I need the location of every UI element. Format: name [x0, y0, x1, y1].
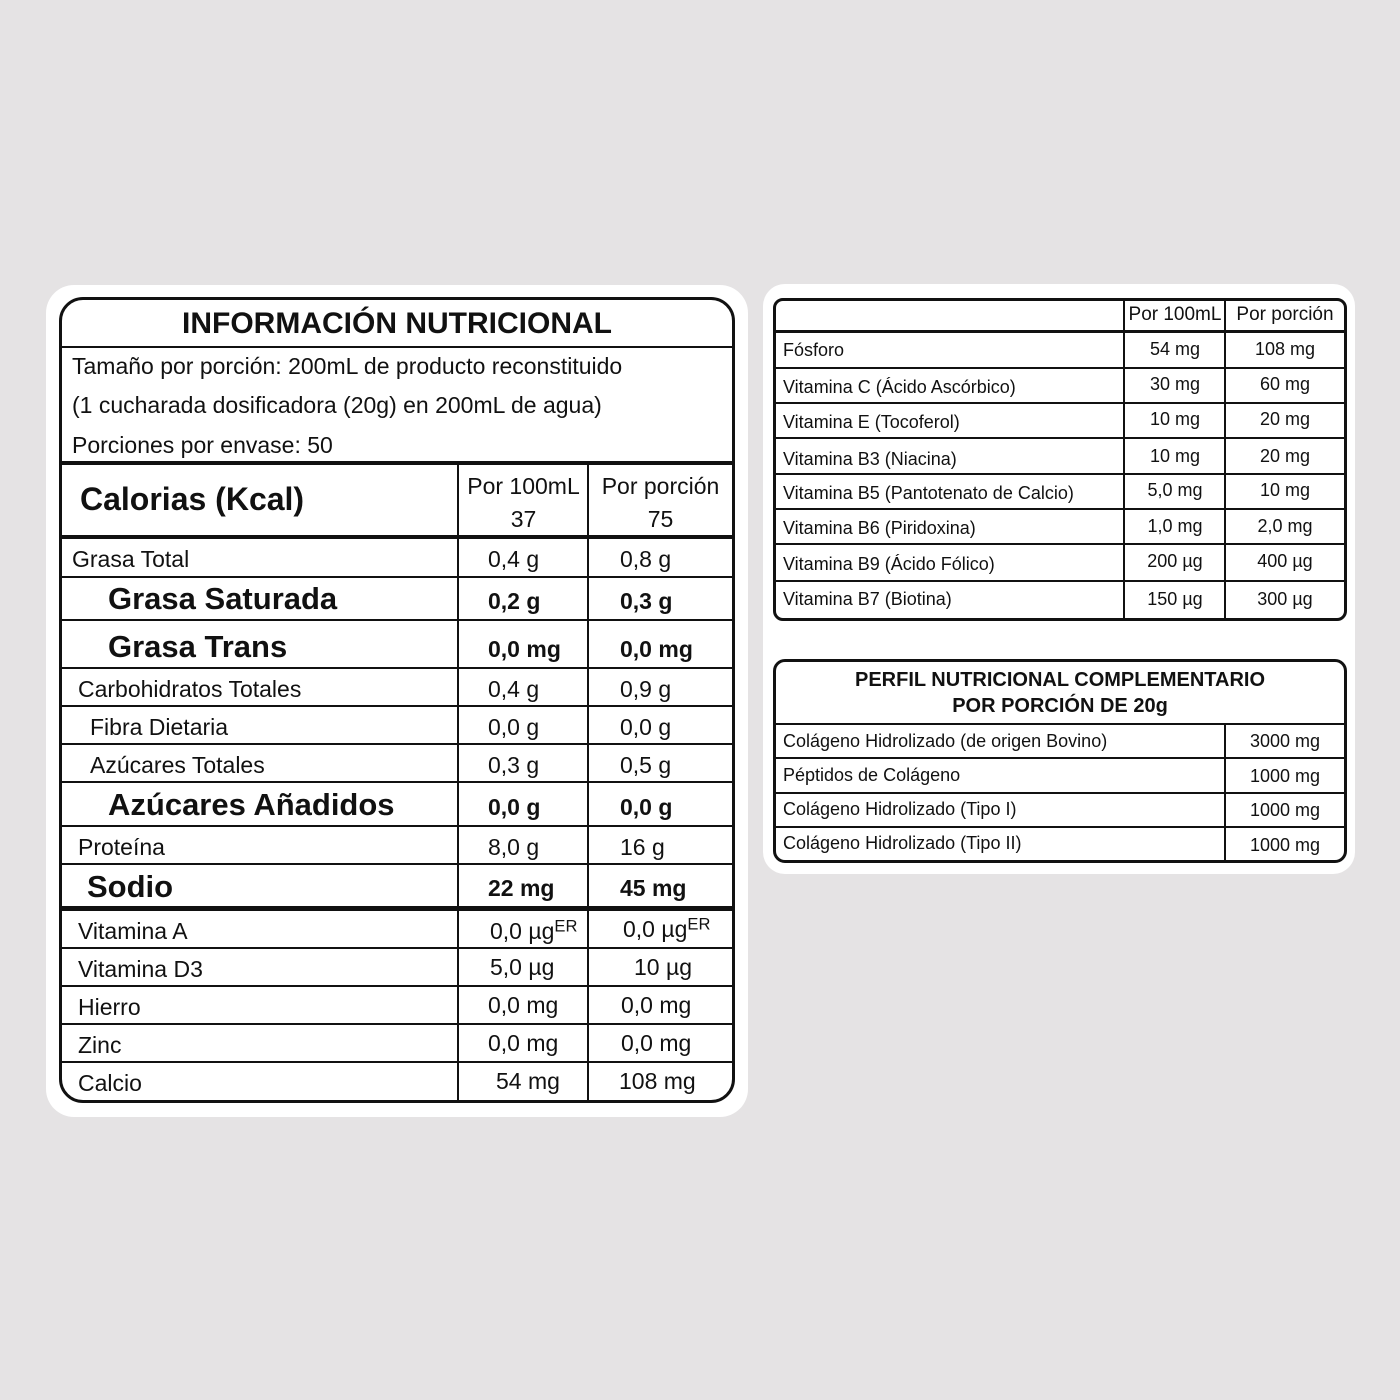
divider-thick [62, 906, 732, 911]
value-per-100ml: 0,0 g [488, 714, 540, 740]
value-per-portion: 108 mg [619, 1068, 696, 1094]
value-per-portion: 2,0 mg [1257, 516, 1313, 536]
value-per-100ml: 200 µg [1147, 551, 1203, 571]
ingredient-value: 1000 mg [1249, 835, 1321, 855]
value-per-portion: 60 mg [1259, 374, 1311, 394]
value-per-portion: 0,0 g [620, 714, 672, 740]
column-line [1224, 724, 1226, 860]
value-per-100ml: 150 µg [1147, 589, 1203, 609]
nutrient-label: Proteína [78, 834, 165, 860]
value-per-portion: 0,3 g [620, 588, 673, 614]
value-per-portion: 0,0 mg [620, 636, 693, 662]
value-per-100ml: 0,0 mg [488, 992, 559, 1018]
value-per-portion: 400 µg [1257, 551, 1313, 571]
divider [776, 792, 1344, 794]
nutrient-label: Vitamina C (Ácido Ascórbico) [783, 377, 1016, 397]
table-title: INFORMACIÓN NUTRICIONAL [182, 307, 612, 340]
serving-size-line2: (1 cucharada dosificadora (20g) en 200mL de agua) [72, 392, 602, 418]
divider [62, 667, 732, 669]
nutrient-label: Vitamina B6 (Piridoxina) [783, 518, 976, 538]
divider [62, 705, 732, 707]
divider [62, 619, 732, 621]
value-per-100ml: 1,0 mg [1147, 516, 1203, 536]
header-per-portion: Por porción [601, 473, 720, 499]
nutrient-label: Vitamina B7 (Biotina) [783, 589, 952, 609]
divider [776, 437, 1344, 439]
servings-per-container: Porciones por envase: 50 [72, 432, 333, 458]
column-line [457, 463, 459, 1100]
value-per-portion: 20 mg [1259, 446, 1311, 466]
divider [776, 723, 1344, 725]
nutrient-label: Azúcares Totales [90, 752, 265, 778]
column-line [587, 463, 589, 1100]
value-per-100ml: 0,3 g [488, 752, 540, 778]
value-per-100ml: 54 mg [496, 1068, 560, 1094]
value-per-100ml: 0,2 g [488, 588, 541, 614]
divider [62, 535, 732, 539]
value-per-portion: 0,9 g [620, 676, 672, 702]
ingredient-label: Colágeno Hidrolizado (Tipo II) [783, 833, 1022, 853]
value-per-portion: 45 mg [620, 875, 687, 901]
divider [62, 1023, 732, 1025]
ingredient-label: Colágeno Hidrolizado (de origen Bovino) [783, 731, 1108, 751]
nutrient-label: Sodio [87, 869, 174, 904]
divider [776, 826, 1344, 828]
value-per-portion [623, 914, 711, 942]
divider [62, 576, 732, 578]
calories-per-100ml: 37 [510, 506, 537, 532]
nutrient-label: Zinc [78, 1032, 122, 1058]
divider [62, 346, 732, 348]
nutrient-label: Grasa Trans [108, 629, 288, 664]
unit-superscript: ER [554, 916, 578, 936]
divider [776, 543, 1344, 545]
value-per-100ml: 0,4 g [488, 546, 540, 572]
nutrient-label: Vitamina B3 (Niacina) [783, 449, 957, 469]
value-per-100ml: 5,0 mg [1147, 480, 1203, 500]
column-line [1123, 301, 1125, 618]
divider [776, 508, 1344, 510]
value-per-portion: 16 g [620, 834, 665, 860]
divider [62, 863, 732, 865]
value-per-portion: 0,0 g [620, 794, 673, 820]
nutrient-label: Vitamina E (Tocoferol) [783, 412, 960, 432]
divider [776, 580, 1344, 582]
nutrient-label: Fósforo [783, 340, 845, 360]
value-per-100ml: 0,4 g [488, 676, 540, 702]
divider [62, 1061, 732, 1063]
divider [776, 757, 1344, 759]
divider [776, 367, 1344, 369]
nutrient-label: Grasa Total [72, 546, 190, 572]
divider [776, 402, 1344, 404]
value-per-portion: 0,0 mg [621, 1030, 692, 1056]
value-per-portion: 108 mg [1254, 339, 1316, 359]
divider [62, 985, 732, 987]
divider [62, 743, 732, 745]
value-per-portion: 10 µg [634, 954, 693, 980]
value-per-100ml: 0,0 g [488, 794, 541, 820]
value-per-portion: 0,5 g [620, 752, 672, 778]
nutrient-label: Carbohidratos Totales [78, 676, 302, 702]
nutrient-label: Vitamina A [78, 918, 188, 944]
serving-size-line1: Tamaño por porción: 200mL de producto reconstituido [72, 353, 623, 379]
nutrient-label: Fibra Dietaria [90, 714, 229, 740]
ingredient-value: 3000 mg [1249, 731, 1321, 751]
value-per-100ml: 0,0 mg [488, 1030, 559, 1056]
ingredient-value: 1000 mg [1249, 800, 1321, 820]
value-per-portion: 0,0 mg [621, 992, 692, 1018]
ingredient-label: Péptidos de Colágeno [783, 765, 961, 785]
value-text: 0,0 µg [623, 916, 688, 942]
calories-per-portion: 75 [647, 506, 674, 532]
divider [62, 947, 732, 949]
value-per-portion: 300 µg [1257, 589, 1313, 609]
ingredient-label: Colágeno Hidrolizado (Tipo I) [783, 799, 1017, 819]
nutrient-label: Calcio [78, 1070, 142, 1096]
value-per-100ml: 8,0 g [488, 834, 540, 860]
nutrient-label: Hierro [78, 994, 141, 1020]
nutrient-label: Azúcares Añadidos [108, 787, 395, 822]
nutrient-label: Vitamina B5 (Pantotenato de Calcio) [783, 483, 1074, 503]
value-per-100ml: 5,0 µg [490, 954, 555, 980]
unit-superscript: ER [687, 914, 711, 934]
value-per-100ml: 22 mg [488, 875, 555, 901]
value-per-100ml: 54 mg [1149, 339, 1201, 359]
value-per-portion: 0,8 g [620, 546, 672, 572]
value-per-100ml: 10 mg [1149, 409, 1201, 429]
ingredient-value: 1000 mg [1249, 766, 1321, 786]
nutrient-label: Grasa Saturada [108, 581, 338, 616]
divider [62, 781, 732, 783]
divider [62, 825, 732, 827]
column-line [1224, 301, 1226, 618]
profile-title-line1: PERFIL NUTRICIONAL COMPLEMENTARIO [855, 669, 1265, 691]
divider [776, 473, 1344, 475]
profile-title-line2: POR PORCIÓN DE 20g [952, 695, 1168, 717]
header-per-100ml: Por 100mL [1128, 304, 1222, 325]
nutrient-label: Vitamina D3 [78, 956, 203, 982]
header-per-100ml: Por 100mL [467, 473, 580, 499]
header-per-portion: Por porción [1236, 304, 1334, 325]
value-text: 0,0 µg [490, 918, 555, 944]
value-per-portion: 20 mg [1259, 409, 1311, 429]
divider [62, 461, 732, 465]
value-per-portion: 10 mg [1259, 480, 1311, 500]
value-per-100ml: 0,0 mg [488, 636, 561, 662]
value-per-100ml: 30 mg [1149, 374, 1201, 394]
calories-label: Calorias (Kcal) [80, 481, 305, 517]
value-per-100ml: 10 mg [1149, 446, 1201, 466]
divider [776, 330, 1344, 333]
value-per-100ml [490, 916, 578, 944]
nutrient-label: Vitamina B9 (Ácido Fólico) [783, 554, 995, 574]
